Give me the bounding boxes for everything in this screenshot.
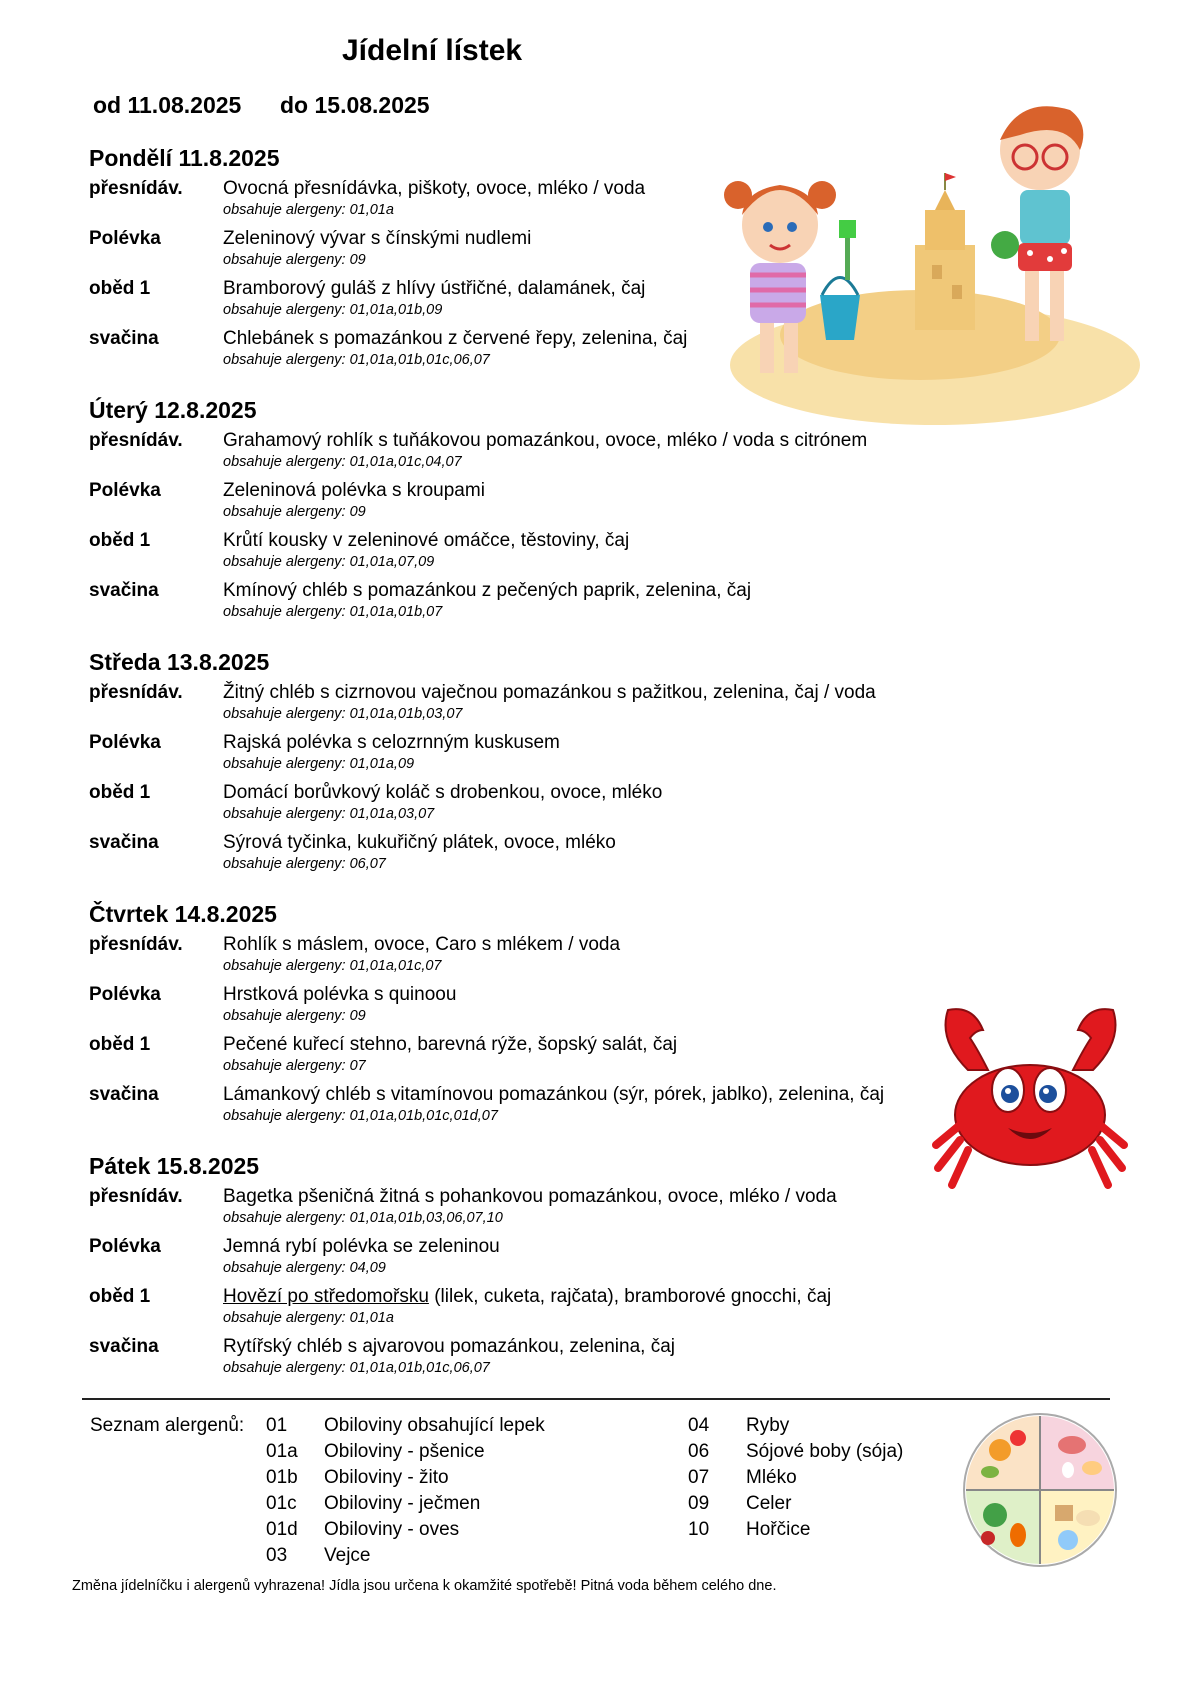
meal-row	[89, 732, 949, 782]
meal-type: přesnídáv.	[89, 1186, 183, 1207]
meal-row	[89, 580, 949, 630]
allergen-legend-label: Seznam alergenů:	[90, 1415, 245, 1436]
day-title: Čtvrtek 14.8.2025	[89, 901, 277, 927]
meal-name: Žitný chléb s cizrnovou vaječnou pomazánkou s pažitkou, zelenina, čaj / voda	[223, 682, 876, 703]
day-title: Pondělí 11.8.2025	[89, 145, 280, 171]
meal-type: Polévka	[89, 732, 161, 753]
allergen-item	[688, 1519, 810, 1541]
allergen-code: 01b	[266, 1467, 298, 1488]
allergen-item	[688, 1415, 789, 1437]
meal-type: přesnídáv.	[89, 178, 183, 199]
meal-allergens: obsahuje alergeny: 01,01a,01b,01c,06,07	[223, 1360, 490, 1376]
meal-row	[89, 832, 949, 882]
meal-name: Krůtí kousky v zeleninové omáčce, těstoviny, čaj	[223, 530, 630, 551]
meal-type: oběd 1	[89, 1286, 151, 1307]
meal-type: svačina	[89, 1084, 159, 1105]
meal-allergens: obsahuje alergeny: 01,01a,01c,07	[223, 958, 442, 974]
day-friday	[89, 1146, 949, 1386]
meal-allergens: obsahuje alergeny: 01,01a,07,09	[223, 554, 435, 570]
allergen-code: 01a	[266, 1441, 298, 1462]
food-plate-illustration	[960, 1410, 1120, 1570]
meal-name: Jemná rybí polévka se zeleninou	[223, 1236, 500, 1257]
meal-allergens: obsahuje alergeny: 01,01a	[223, 1310, 394, 1326]
meal-allergens: obsahuje alergeny: 01,01a,01b,07	[223, 604, 443, 620]
meal-allergens: obsahuje alergeny: 01,01a,01b,09	[223, 302, 443, 318]
meal-row	[89, 530, 949, 580]
allergen-item	[688, 1441, 903, 1463]
meal-type: Polévka	[89, 1236, 161, 1257]
meal-name: Domácí borůvkový koláč s drobenkou, ovoce, mléko	[223, 782, 663, 803]
meal-allergens: obsahuje alergeny: 01,01a,01c,04,07	[223, 454, 462, 470]
day-title: Středa 13.8.2025	[89, 649, 270, 675]
allergen-name: Celer	[746, 1493, 792, 1514]
meal-allergens: obsahuje alergeny: 09	[223, 252, 366, 268]
allergen-code: 01	[266, 1415, 288, 1436]
meal-name: Pečené kuřecí stehno, barevná rýže, šopský salát, čaj	[223, 1034, 678, 1055]
meal-allergens: obsahuje alergeny: 01,01a,01b,01c,06,07	[223, 352, 490, 368]
meal-type: oběd 1	[89, 782, 151, 803]
meal-name-underlined: Hovězí po středomořsku	[223, 1286, 429, 1307]
meal-type: oběd 1	[89, 530, 151, 551]
allergen-item	[266, 1519, 459, 1541]
day-tuesday	[89, 390, 949, 630]
day-title: Pátek 15.8.2025	[89, 1153, 260, 1179]
meal-allergens: obsahuje alergeny: 09	[223, 504, 366, 520]
meal-type: svačina	[89, 832, 159, 853]
meal-name: Zeleninový vývar s čínskými nudlemi	[223, 228, 532, 249]
allergen-item	[266, 1493, 480, 1515]
meal-type: Polévka	[89, 228, 161, 249]
date-to: do 15.08.2025	[280, 92, 430, 118]
meal-name: Rytířský chléb s ajvarovou pomazánkou, zelenina, čaj	[223, 1336, 676, 1357]
children-sandcastle-illustration	[720, 95, 1140, 425]
date-from: od 11.08.2025	[93, 92, 242, 118]
allergen-name: Obiloviny - pšenice	[324, 1441, 485, 1462]
meal-row	[89, 480, 949, 530]
meal-row	[89, 1084, 949, 1134]
day-thursday	[89, 894, 949, 1134]
meal-type: přesnídáv.	[89, 682, 183, 703]
meal-allergens: obsahuje alergeny: 09	[223, 1008, 366, 1024]
meal-name	[223, 1286, 831, 1308]
section-divider	[82, 1398, 1110, 1400]
meal-type: svačina	[89, 1336, 159, 1357]
allergen-code: 03	[266, 1545, 288, 1566]
meal-row	[89, 1186, 949, 1236]
allergen-name: Obiloviny - žito	[324, 1467, 449, 1488]
meal-row	[89, 934, 949, 984]
meal-type: svačina	[89, 580, 159, 601]
meal-allergens: obsahuje alergeny: 01,01a,03,07	[223, 806, 435, 822]
meal-allergens: obsahuje alergeny: 07	[223, 1058, 366, 1074]
meal-name: Grahamový rohlík s tuňákovou pomazánkou, ovoce, mléko / voda s citrónem	[223, 430, 868, 451]
meal-name: Rohlík s máslem, ovoce, Caro s mlékem / voda	[223, 934, 621, 955]
allergen-name: Sójové boby (sója)	[746, 1441, 904, 1462]
meal-name: Kmínový chléb s pomazánkou z pečených paprik, zelenina, čaj	[223, 580, 752, 601]
meal-row	[89, 984, 949, 1034]
meal-name: Bramborový guláš z hlívy ústřičné, dalamánek, čaj	[223, 278, 646, 299]
allergen-item	[688, 1493, 791, 1515]
meal-allergens: obsahuje alergeny: 06,07	[223, 856, 386, 872]
allergen-code: 06	[688, 1441, 710, 1462]
meal-allergens: obsahuje alergeny: 01,01a,01b,01c,01d,07	[223, 1108, 498, 1124]
footer-note: Změna jídelníčku i alergenů vyhrazena! Jídla jsou určena k okamžité spotřebě! Pitná voda během celého dne.	[72, 1578, 777, 1594]
allergen-name: Ryby	[746, 1415, 790, 1436]
allergen-item	[266, 1415, 545, 1437]
page-title: Jídelní lístek	[342, 34, 523, 67]
allergen-code: 09	[688, 1493, 710, 1514]
day-title: Úterý 12.8.2025	[89, 397, 257, 423]
allergen-name: Obiloviny - ječmen	[324, 1493, 481, 1514]
meal-allergens: obsahuje alergeny: 01,01a,01b,03,07	[223, 706, 463, 722]
meal-row	[89, 1336, 949, 1386]
meal-name: Hrstková polévka s quinoou	[223, 984, 457, 1005]
meal-type: Polévka	[89, 480, 161, 501]
allergen-item	[266, 1441, 485, 1463]
meal-type: oběd 1	[89, 278, 151, 299]
meal-name: Rajská polévka s celozrnným kuskusem	[223, 732, 560, 753]
allergen-code: 07	[688, 1467, 710, 1488]
allergen-code: 01c	[266, 1493, 297, 1514]
meal-allergens: obsahuje alergeny: 01,01a,01b,03,06,07,10	[223, 1210, 503, 1226]
meal-row	[89, 782, 949, 832]
allergen-code: 04	[688, 1415, 710, 1436]
meal-allergens: obsahuje alergeny: 04,09	[223, 1260, 386, 1276]
meal-name: Sýrová tyčinka, kukuřičný plátek, ovoce, mléko	[223, 832, 616, 853]
meal-type: oběd 1	[89, 1034, 151, 1055]
meal-row	[89, 1236, 949, 1286]
meal-type: přesnídáv.	[89, 430, 183, 451]
allergen-name: Obiloviny obsahující lepek	[324, 1415, 545, 1436]
meal-allergens: obsahuje alergeny: 01,01a,09	[223, 756, 415, 772]
allergen-code: 01d	[266, 1519, 298, 1540]
meal-row	[89, 682, 949, 732]
meal-name-rest: (lilek, cuketa, rajčata), bramborové gnocchi, čaj	[428, 1286, 832, 1307]
meal-name: Zeleninová polévka s kroupami	[223, 480, 485, 501]
meal-name: Ovocná přesnídávka, piškoty, ovoce, mléko / voda	[223, 178, 646, 199]
allergen-item	[266, 1467, 449, 1489]
day-wednesday	[89, 642, 949, 882]
allergen-name: Mléko	[746, 1467, 797, 1488]
meal-type: Polévka	[89, 984, 161, 1005]
meal-type: svačina	[89, 328, 159, 349]
allergen-code: 10	[688, 1519, 710, 1540]
meal-name: Chlebánek s pomazánkou z červené řepy, zelenina, čaj	[223, 328, 688, 349]
allergen-item	[266, 1545, 370, 1567]
meal-row	[89, 1034, 949, 1084]
meal-type: přesnídáv.	[89, 934, 183, 955]
meal-row	[89, 430, 949, 480]
meal-name: Bagetka pšeničná žitná s pohankovou pomazánkou, ovoce, mléko / voda	[223, 1186, 837, 1207]
allergen-item	[688, 1467, 797, 1489]
allergen-name: Obiloviny - oves	[324, 1519, 460, 1540]
allergen-name: Vejce	[324, 1545, 371, 1566]
crab-illustration	[928, 1000, 1133, 1200]
meal-name: Lámankový chléb s vitamínovou pomazánkou (sýr, pórek, jablko), zelenina, čaj	[223, 1084, 885, 1105]
allergen-name: Hořčice	[746, 1519, 811, 1540]
meal-row	[89, 1286, 949, 1336]
meal-allergens: obsahuje alergeny: 01,01a	[223, 202, 394, 218]
